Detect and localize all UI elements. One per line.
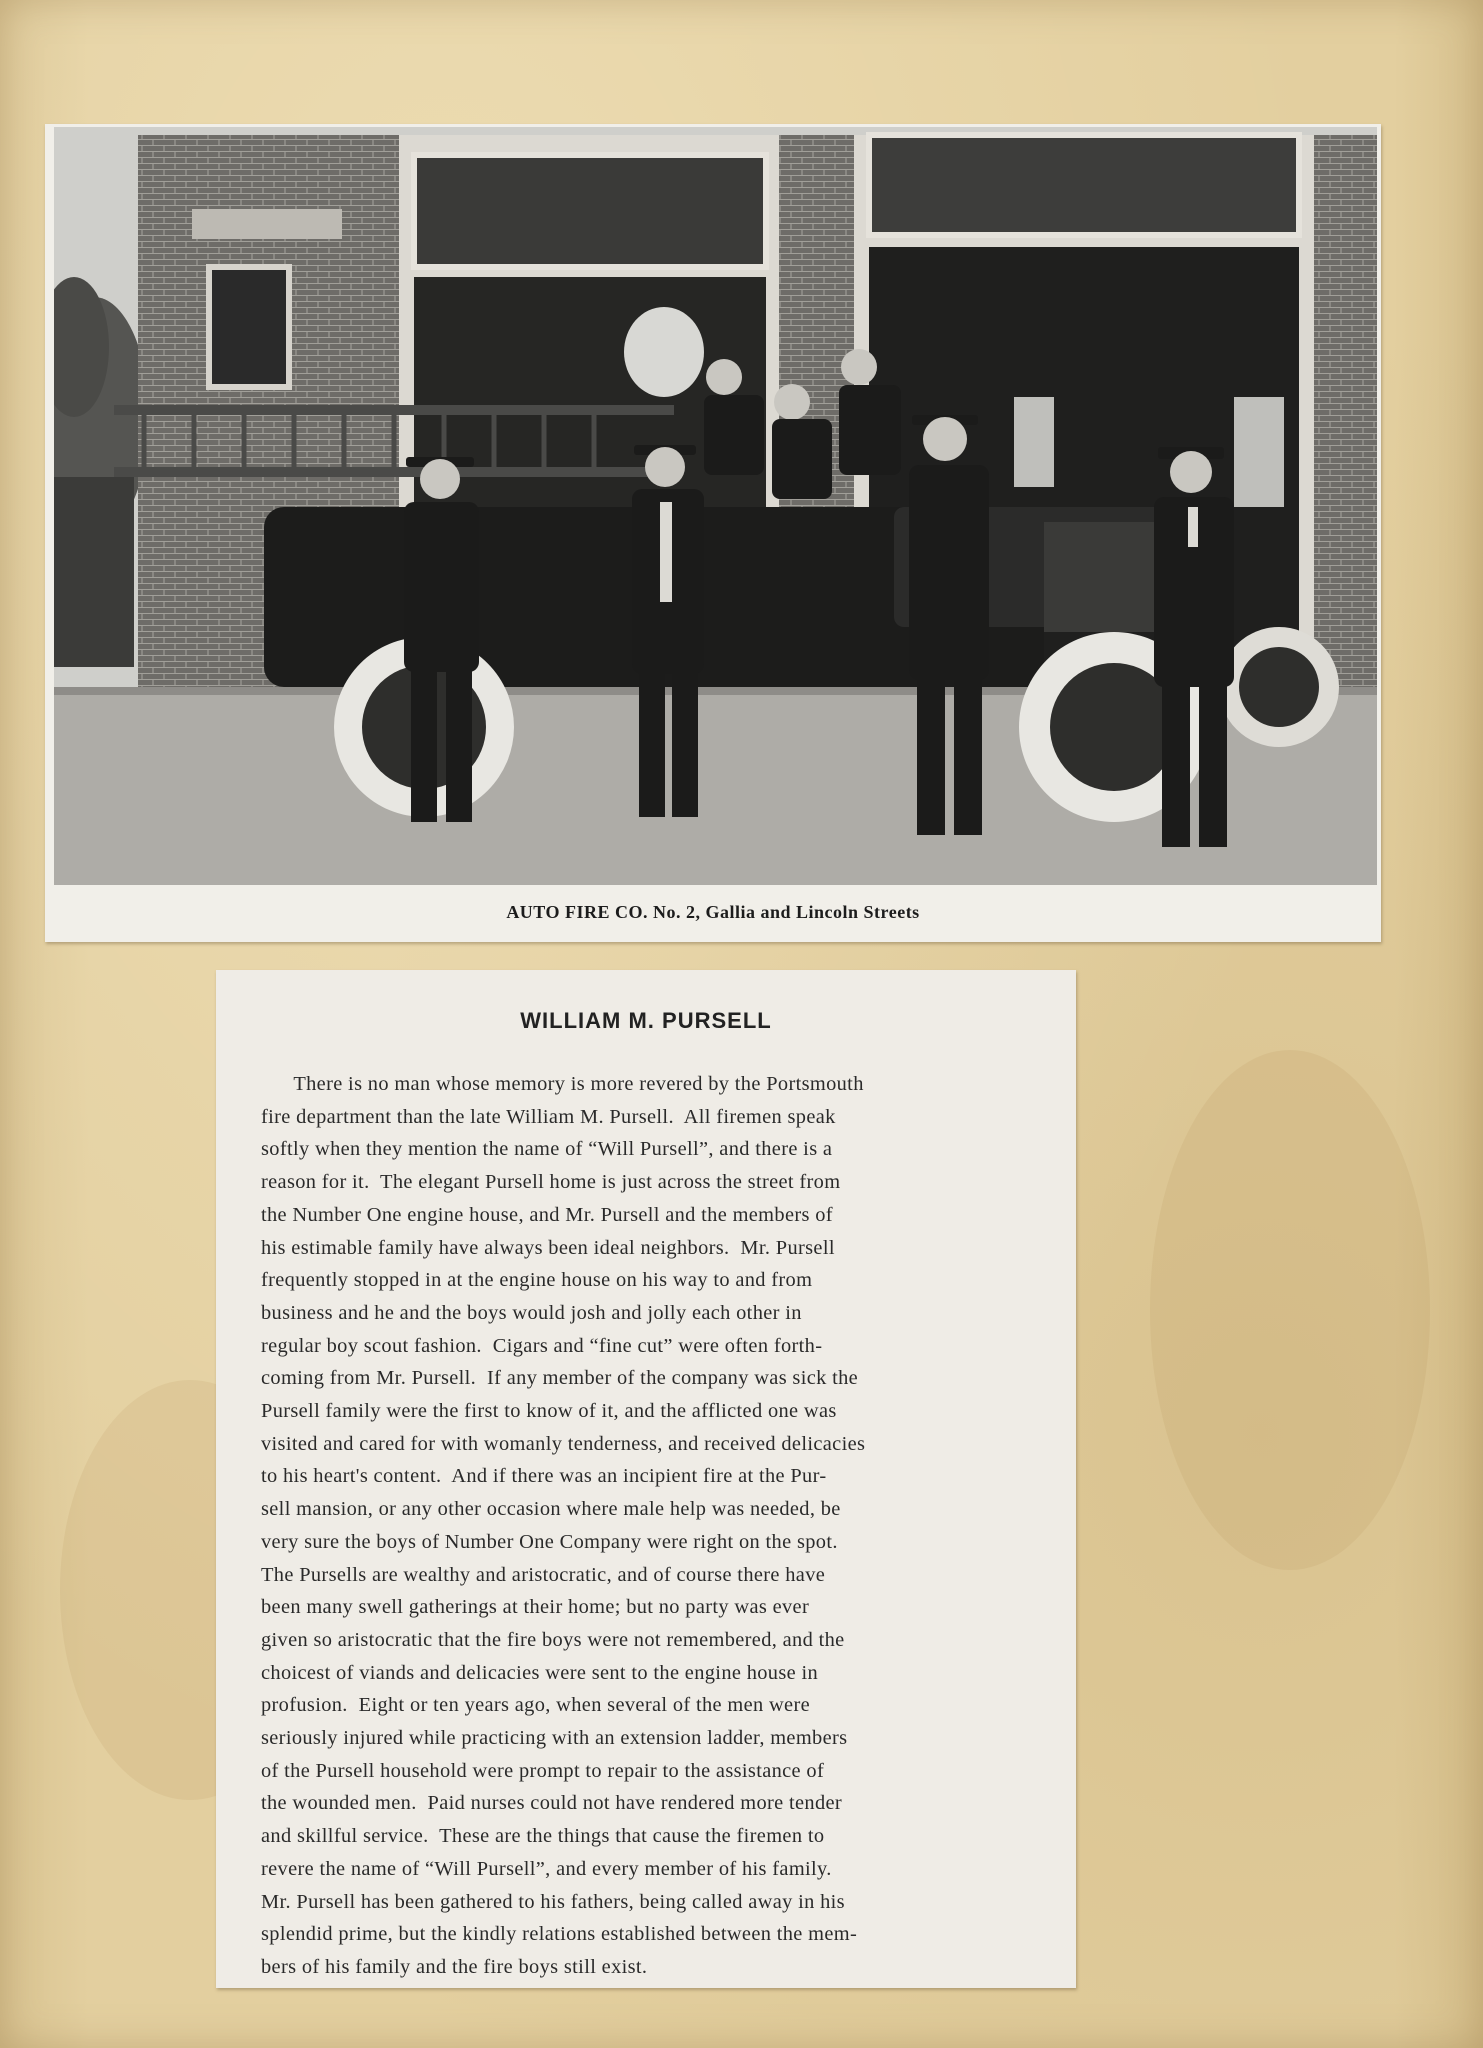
article-title: WILLIAM M. PURSELL — [520, 1008, 772, 1033]
article-body: There is no man whose memory is more revered by the Portsmouth fire department than the late William M. Pursell. All firemen speak softly when they mention the name of “Will Pursell”, and there is a reason for it. The elegant Pursell home is just across the street from the Number One engine house, and Mr. Pursell and the members of his estimable family have always been ideal neighbors. Mr. Pursell frequently stopped in at the engine house on his way to and from business and he and the boys would josh and jolly each other in regular boy scout fashion. Cigars and “fine cut” were often forth- coming from Mr. Pursell. If any member of the company was sick the Pursell family were the first to know of it, and the afflicted one was visited and cared for with womanly tenderness, and received delicacies to his heart's content. And if there was an incipient fire at the Pur- sell mansion, or any other occasion where male help was needed, be very sure the boys of Number One Company were right on the spot. The Pursells are wealthy and aristocratic, and of course there have been many swell gatherings at their home; but no party was ever given so aristocratic that the fire boys were not remembered, and the choicest of viands and delicacies were sent to the engine house in profusion. Eight or ten years ago, when several of the men were seriously injured while practicing with an extension ladder, members of the Pursell household were prompt to repair to the assistance of the wounded men. Paid nurses could not have rendered more tender and skillful service. These are the things that cause the firemen to revere the name of “Will Pursell”, and every member of his family. Mr. Pursell has been gathered to his fathers, being called away in his splendid prime, but the kindly relations established between the mem- bers of his family and the fire boys still exist. — [261, 1073, 866, 1978]
photo-clipping — [45, 124, 1381, 942]
photo-caption: AUTO FIRE CO. No. 2, Gallia and Lincoln Streets — [506, 902, 920, 922]
paper-stain — [1150, 1050, 1430, 1570]
fire-truck-photo-icon — [54, 127, 1377, 885]
article-clipping — [216, 970, 1076, 1988]
